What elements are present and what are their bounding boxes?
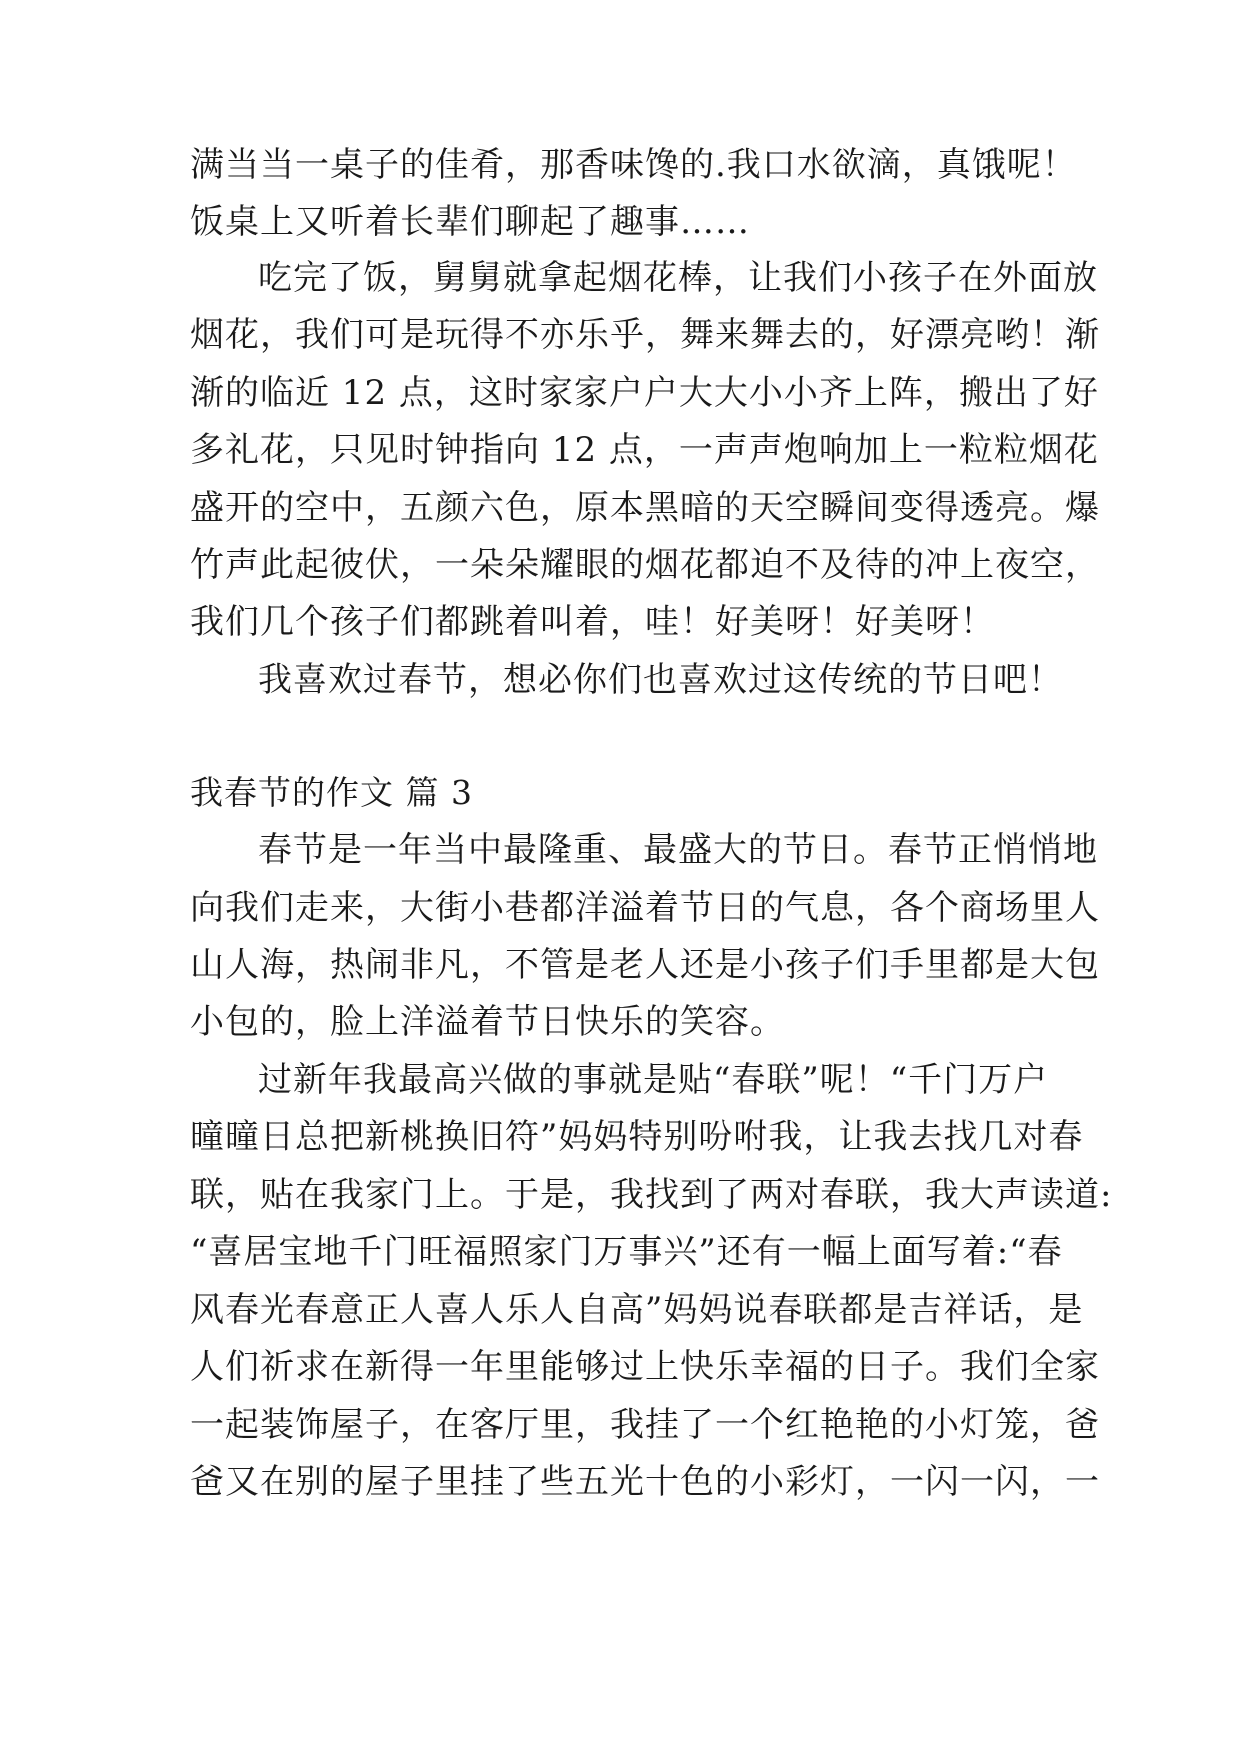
text-line: 春节是一年当中最隆重、最盛大的节日。春节正悄悄地 [258,830,1098,870]
text-line: 饭桌上又听着长辈们聊起了趣事…… [190,202,750,242]
text-line: 向我们走来，大街小巷都洋溢着节日的气息，各个商场里人 [190,888,1100,928]
text-line: 风春光春意正人喜人乐人自高”妈妈说春联都是吉祥话，是 [190,1290,1084,1330]
text-line: 过新年我最高兴做的事就是贴“春联”呢！“千门万户 [258,1060,1049,1100]
text-line: 一起装饰屋子，在客厅里，我挂了一个红艳艳的小灯笼，爸 [190,1405,1100,1445]
text-line: 渐的临近 12 点，这时家家户户大大小小齐上阵，搬出了好 [190,373,1099,413]
text-line: 烟花，我们可是玩得不亦乐乎，舞来舞去的，好漂亮哟！渐 [190,315,1100,355]
text-line: 竹声此起彼伏，一朵朵耀眼的烟花都迫不及待的冲上夜空， [190,545,1100,585]
text-line: 我喜欢过春节，想必你们也喜欢过这传统的节日吧！ [258,660,1063,700]
text-line: 吃完了饭，舅舅就拿起烟花棒，让我们小孩子在外面放 [258,258,1098,298]
text-line: 盛开的空中，五颜六色，原本黑暗的天空瞬间变得透亮。爆 [190,488,1100,528]
text-line: 人们祈求在新得一年里能够过上快乐幸福的日子。我们全家 [190,1347,1100,1387]
text-line: 联，贴在我家门上。于是，我找到了两对春联，我大声读道: [190,1175,1113,1215]
text-line: “喜居宝地千门旺福照家门万事兴”还有一幅上面写着:“春 [190,1232,1063,1272]
text-line: 爸又在别的屋子里挂了些五光十色的小彩灯，一闪一闪，一 [190,1462,1100,1502]
text-line: 我们几个孩子们都跳着叫着，哇！好美呀！好美呀！ [190,602,995,642]
text-line: 多礼花，只见时钟指向 12 点，一声声炮响加上一粒粒烟花 [190,430,1099,470]
text-line: 小包的，脸上洋溢着节日快乐的笑容。 [190,1002,785,1042]
section-title: 我春节的作文 篇 3 [190,773,473,812]
text-line: 曈曈日总把新桃换旧符”妈妈特别吩咐我，让我去找几对春 [190,1117,1084,1157]
text-line: 满当当一桌子的佳肴，那香味馋的.我口水欲滴，真饿呢！ [190,145,1077,185]
text-line: 山人海，热闹非凡，不管是老人还是小孩子们手里都是大包 [190,945,1100,985]
